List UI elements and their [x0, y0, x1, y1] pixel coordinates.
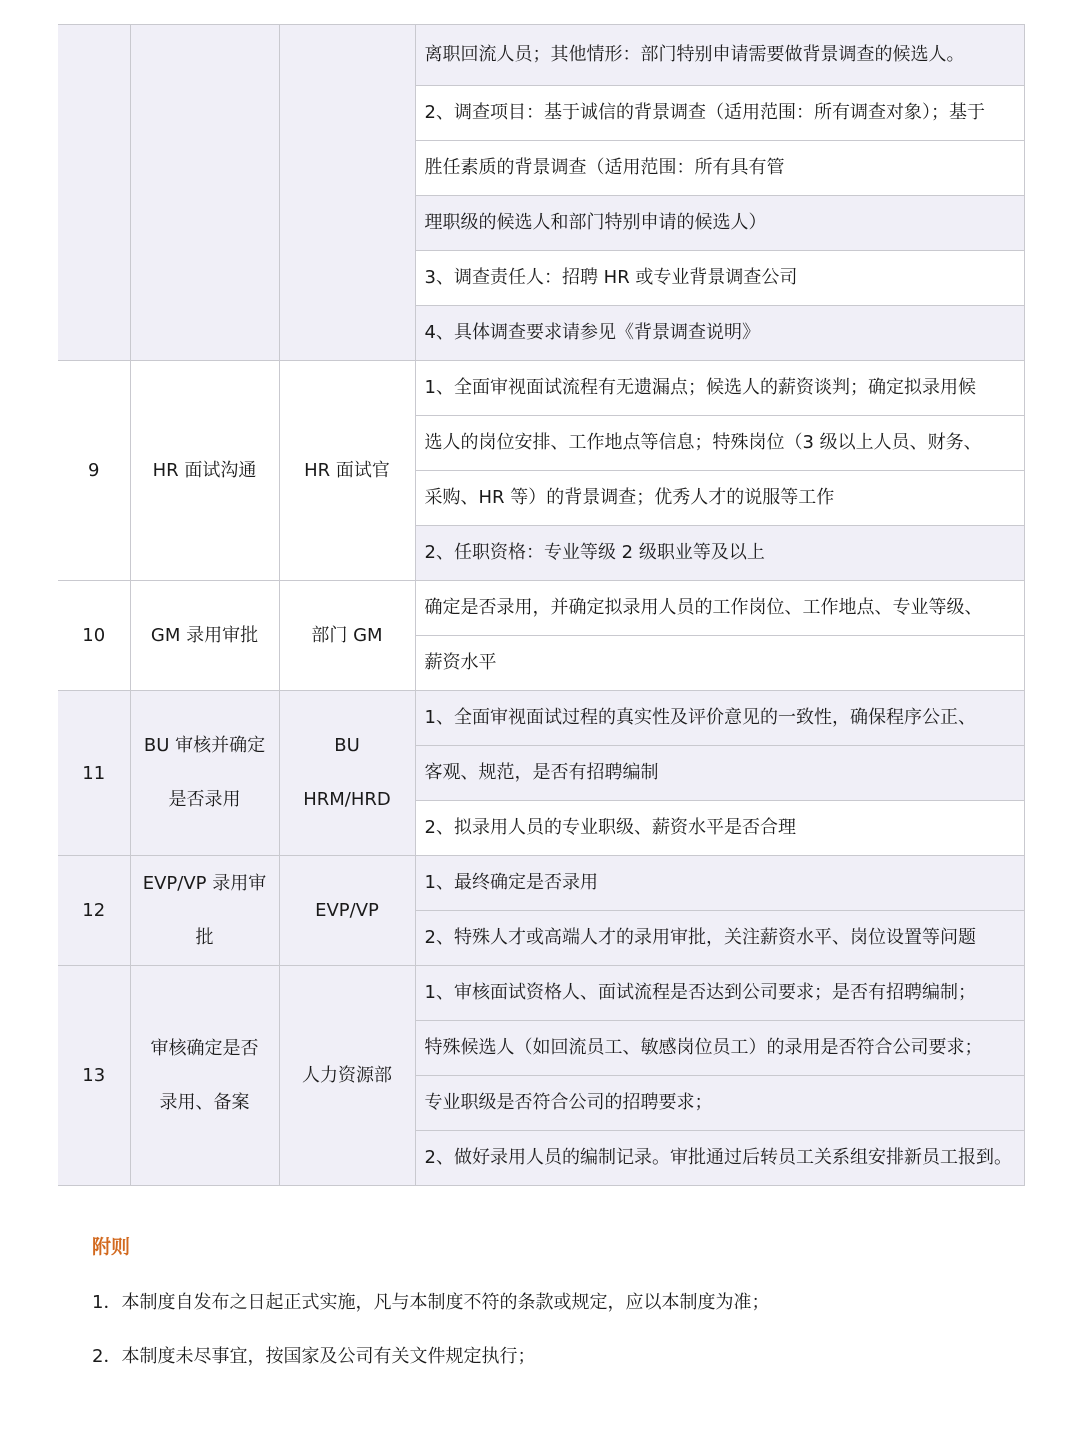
- row-number-cell: [58, 25, 130, 361]
- row-description-line: 2、任职资格：专业等级 2 级职业等及以上: [415, 526, 1024, 581]
- recruitment-process-table: [58, 24, 1025, 1186]
- row-step-cell: [130, 966, 279, 1186]
- row-description-line: 2、拟录用人员的专业职级、薪资水平是否合理: [415, 801, 1024, 856]
- row-description-line: 采购、HR 等）的背景调查；优秀人才的说服等工作: [415, 471, 1024, 526]
- row-description-line: 胜任素质的背景调查（适用范围：所有具有管: [415, 141, 1024, 196]
- row-number-cell: 11: [58, 691, 130, 856]
- appendix-item: 1．本制度自发布之日起正式实施，凡与本制度不符的条款或规定，应以本制度为准；: [92, 1292, 770, 1313]
- row-step-cell: [130, 691, 279, 856]
- row-description-line: 3、调查责任人：招聘 HR 或专业背景调查公司: [415, 251, 1024, 306]
- row-role-line: BU: [334, 735, 360, 756]
- row-description-line: 1、全面审视面试过程的真实性及评价意见的一致性，确保程序公正、: [415, 691, 1024, 746]
- row-description-line: 专业职级是否符合公司的招聘要求；: [415, 1076, 1024, 1131]
- row-description-line: 理职级的候选人和部门特别申请的候选人）: [415, 196, 1024, 251]
- row-description-line: 1、最终确定是否录用: [415, 856, 1024, 911]
- table-row: [58, 581, 1024, 636]
- row-description-line: 离职回流人员；其他情形：部门特别申请需要做背景调查的候选人。: [415, 25, 1024, 86]
- table-row: [58, 691, 1024, 746]
- row-role-cell: HR 面试官: [279, 361, 415, 581]
- row-step-cell: GM 录用审批: [130, 581, 279, 691]
- row-description-line: 薪资水平: [415, 636, 1024, 691]
- row-number-cell: 12: [58, 856, 130, 966]
- row-role-cell: [279, 25, 415, 361]
- row-number-cell: 10: [58, 581, 130, 691]
- row-description-line: 2、做好录用人员的编制记录。审批通过后转员工关系组安排新员工报到。: [415, 1131, 1024, 1186]
- table-row: [58, 361, 1024, 416]
- row-step-cell: [130, 856, 279, 966]
- row-step-line: 审核确定是否: [150, 1037, 259, 1059]
- row-step-line: 是否录用: [168, 789, 241, 810]
- row-step-line: 批: [195, 926, 214, 948]
- row-description-line: 客观、规范，是否有招聘编制: [415, 746, 1024, 801]
- row-description-line: 特殊候选人（如回流员工、敏感岗位员工）的录用是否符合公司要求；: [415, 1021, 1024, 1076]
- row-description-line: 2、调查项目：基于诚信的背景调查（适用范围：所有调查对象）；基于: [415, 86, 1024, 141]
- row-step-cell: [130, 25, 279, 361]
- row-number-cell: 13: [58, 966, 130, 1186]
- row-description-line: 1、审核面试资格人、面试流程是否达到公司要求；是否有招聘编制；: [415, 966, 1024, 1021]
- row-role-cell: EVP/VP: [279, 856, 415, 966]
- row-role-cell: 部门 GM: [279, 581, 415, 691]
- row-role-line: HRM/HRD: [303, 789, 391, 810]
- appendix-item: 2．本制度未尽事宜，按国家及公司有关文件规定执行；: [92, 1346, 536, 1367]
- row-description-line: 2、特殊人才或高端人才的录用审批，关注薪资水平、岗位设置等问题: [415, 911, 1024, 966]
- row-number-cell: 9: [58, 361, 130, 581]
- row-role-cell: [279, 691, 415, 856]
- row-step-line: BU 审核并确定: [143, 735, 266, 756]
- row-description-line: 确定是否录用，并确定拟录用人员的工作岗位、工作地点、专业等级、: [415, 581, 1024, 636]
- table-row: [58, 856, 1024, 911]
- row-step-cell: HR 面试沟通: [130, 361, 279, 581]
- row-description-line: 4、具体调查要求请参见《背景调查说明》: [415, 306, 1024, 361]
- row-step-line: 录用、备案: [159, 1091, 250, 1113]
- table-row: [58, 25, 1024, 86]
- row-step-line: EVP/VP 录用审: [142, 872, 267, 894]
- table-row: [58, 966, 1024, 1021]
- appendix-title: 附则: [92, 1236, 131, 1258]
- row-role-cell: 人力资源部: [279, 966, 415, 1186]
- row-description-line: 1、全面审视面试流程有无遗漏点；候选人的薪资谈判；确定拟录用候: [415, 361, 1024, 416]
- row-description-line: 选人的岗位安排、工作地点等信息；特殊岗位（3 级以上人员、财务、: [415, 416, 1024, 471]
